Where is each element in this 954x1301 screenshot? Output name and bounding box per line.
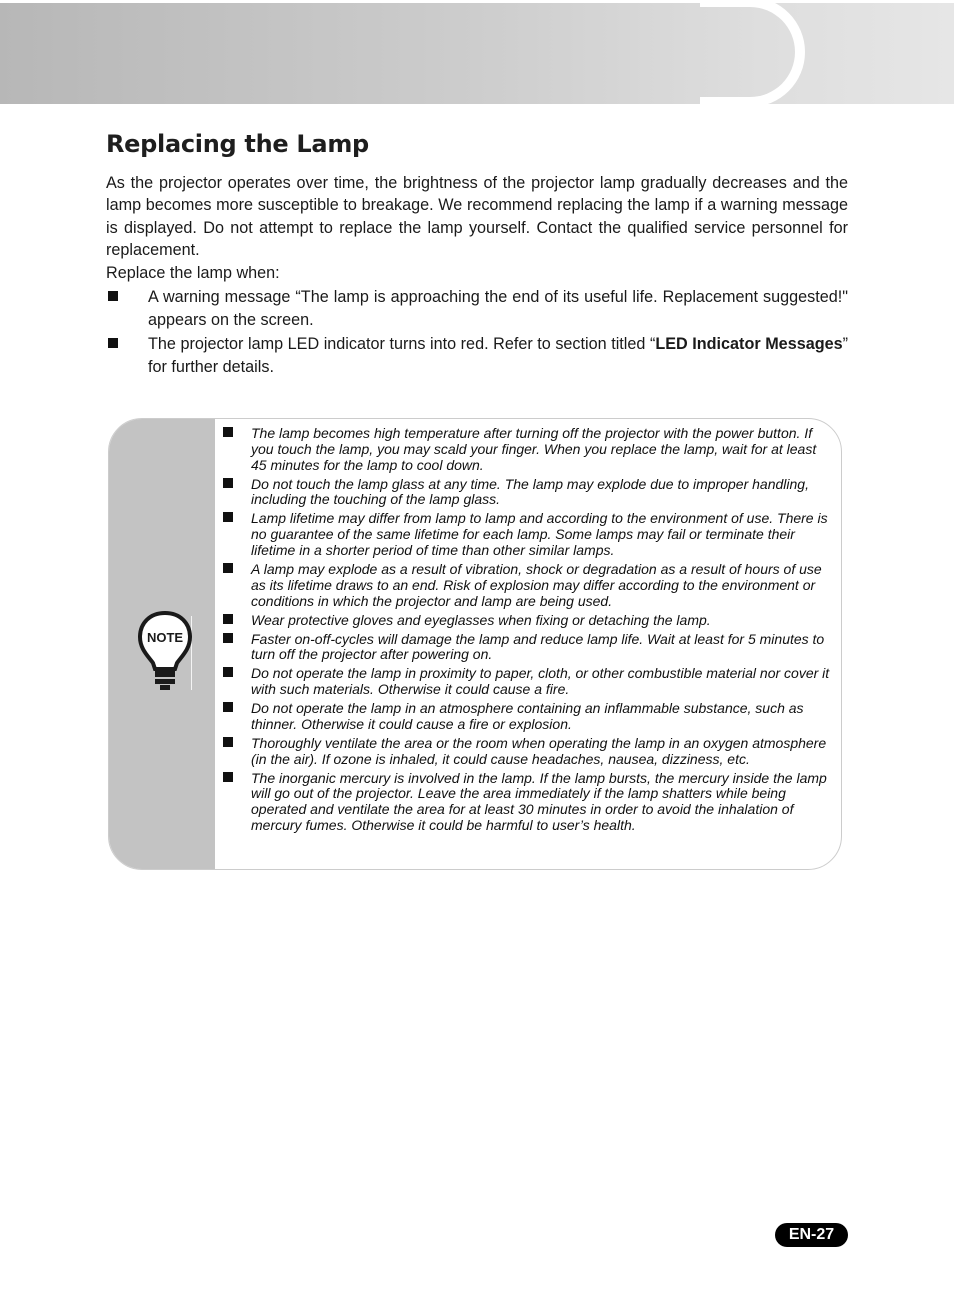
note-list xyxy=(221,426,833,837)
bullet-square-icon xyxy=(108,338,118,348)
bullet-square-icon xyxy=(223,633,233,643)
note-item xyxy=(221,613,833,629)
note-item xyxy=(221,701,833,733)
note-item xyxy=(221,511,833,558)
note-item xyxy=(221,562,833,609)
list-item-text-post: ” for further details. xyxy=(148,335,848,376)
header-band xyxy=(0,3,954,104)
bullet-square-icon xyxy=(223,512,233,522)
note-item xyxy=(221,736,833,768)
note-item-text: Thoroughly ventilate the area or the room when operating the lamp in an oxygen atmosphere (in the air). If ozone is inhaled, it could cause headaches, nausea, dizziness, etc. xyxy=(251,734,827,767)
bullet-square-icon xyxy=(223,614,233,624)
bullet-square-icon xyxy=(223,737,233,747)
note-bulb-icon xyxy=(137,609,193,691)
bullet-square-icon xyxy=(223,772,233,782)
bullet-square-icon xyxy=(108,291,118,301)
note-item xyxy=(221,477,833,509)
note-item-text: Faster on-off-cycles will damage the lamp and reduce lamp life. Wait at least for 5 minutes to turn off the projector after powering on. xyxy=(251,630,825,663)
bullet-square-icon xyxy=(223,427,233,437)
note-item-text: The lamp becomes high temperature after turning off the projector with the power button. If you touch the lamp, you may scald your finger. When you replace the lamp, wait for at least 45 minutes for the lamp to cool down. xyxy=(251,425,817,473)
intro-paragraph: As the projector operates over time, the brightness of the projector lamp gradually decreases and the lamp becomes more susceptible to breakage. We recommend replacing the lamp if a warning message is displayed. Do not attempt to replace the lamp yourself. Contact the qualified service personnel for replacement. xyxy=(106,174,848,259)
bullet-square-icon xyxy=(223,563,233,573)
note-item-text: Do not touch the lamp glass at any time. The lamp may explode due to improper handling, including the touching of the lamp glass. xyxy=(251,475,809,508)
replace-conditions-list xyxy=(106,286,848,380)
bullet-square-icon xyxy=(223,702,233,712)
note-item-text: Do not operate the lamp in an atmosphere containing an inflammable substance, such as thinner. Otherwise it could cause a fire or explosion. xyxy=(251,700,804,732)
list-item xyxy=(106,286,848,332)
replace-when-label: Replace the lamp when: xyxy=(106,264,280,282)
list-item-text: A warning message “The lamp is approaching the end of its useful life. Replacement suggested!" appears on the screen. xyxy=(148,288,848,329)
note-item xyxy=(221,632,833,664)
page-number-badge: EN-27 xyxy=(775,1223,848,1247)
note-item-text: Lamp lifetime may differ from lamp to lamp and according to the environment of use. There is no guarantee of the same lifetime for each lamp. Some lamps may fail or terminate their lifetime in a shorter period of time than other similar lamps. xyxy=(251,510,828,558)
bullet-square-icon xyxy=(223,478,233,488)
note-item xyxy=(221,426,833,473)
list-item xyxy=(106,333,848,379)
note-item-text: The inorganic mercury is involved in the lamp. If the lamp bursts, the mercury inside the lamp will go out of the projector. Leave the area immediately if the lamp shatters while being operated and ventilate the area for at least 30 minutes in order to avoid the inhalation of mercury fumes. Otherwise it could be harmful to user’s health. xyxy=(251,769,827,834)
note-icon-label: NOTE xyxy=(146,630,184,645)
header-arc-decoration xyxy=(700,0,805,106)
list-item-text-pre: The projector lamp LED indicator turns into red. Refer to section titled “ xyxy=(148,335,656,353)
note-item-text: Wear protective gloves and eyeglasses when fixing or detaching the lamp. xyxy=(251,611,711,628)
note-item-text: Do not operate the lamp in proximity to paper, cloth, or other combustible material nor cover it with such materials. Otherwise it could cause a fire. xyxy=(251,665,830,698)
bullet-square-icon xyxy=(223,667,233,677)
note-item xyxy=(221,771,833,834)
page-title: Replacing the Lamp xyxy=(106,130,369,158)
section-reference: LED Indicator Messages xyxy=(655,335,843,353)
note-box xyxy=(108,418,842,870)
note-item-text: A lamp may explode as a result of vibration, shock or degradation as a result of hours of use as its lifetime draws to an end. Risk of explosion may differ according to the environment or conditions in which the projector and lamp are being used. xyxy=(251,560,822,609)
note-item xyxy=(221,666,833,698)
